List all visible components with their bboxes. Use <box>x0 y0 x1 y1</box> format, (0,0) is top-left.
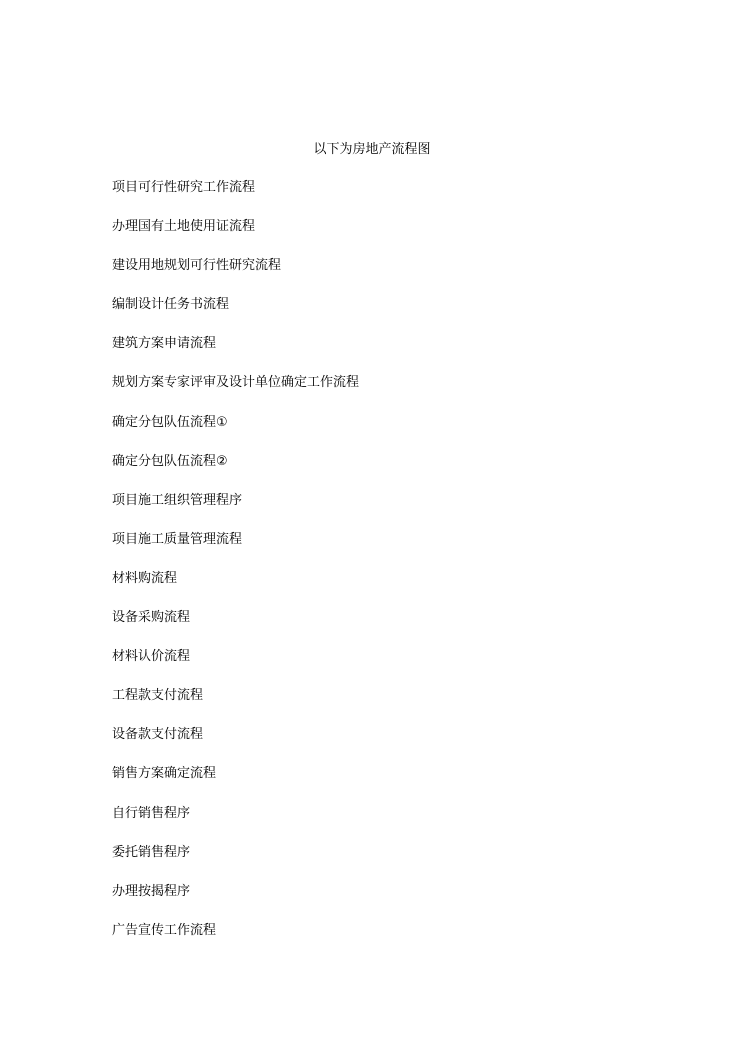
list-item: 建设用地规划可行性研究流程 <box>112 258 282 274</box>
list-item: 项目施工组织管理程序 <box>112 492 243 508</box>
list-item: 材料认价流程 <box>112 649 191 665</box>
list-item: 委托销售程序 <box>112 844 191 860</box>
list-item: 确定分包队伍流程② <box>112 453 228 469</box>
list-item: 办理按揭程序 <box>112 883 191 899</box>
list-item: 设备采购流程 <box>112 610 191 626</box>
list-item: 项目可行性研究工作流程 <box>112 180 256 195</box>
list-item: 确定分包队伍流程① <box>112 414 228 430</box>
list-item: 设备款支付流程 <box>112 727 204 743</box>
list-item: 工程款支付流程 <box>112 688 204 704</box>
list-item: 编制设计任务书流程 <box>112 297 230 313</box>
list-item: 项目施工质量管理流程 <box>112 531 243 547</box>
list-item: 规划方案专家评审及设计单位确定工作流程 <box>112 375 360 391</box>
list-item: 材料购流程 <box>112 570 178 586</box>
list-item: 建筑方案申请流程 <box>112 336 217 352</box>
list-item: 自行销售程序 <box>112 805 191 821</box>
list-item: 广告宣传工作流程 <box>112 922 217 938</box>
list-item: 办理国有土地使用证流程 <box>112 219 256 235</box>
list-item: 销售方案确定流程 <box>112 766 217 782</box>
document-title: 以下为房地产流程图 <box>313 142 431 157</box>
flow-list <box>112 178 359 960</box>
